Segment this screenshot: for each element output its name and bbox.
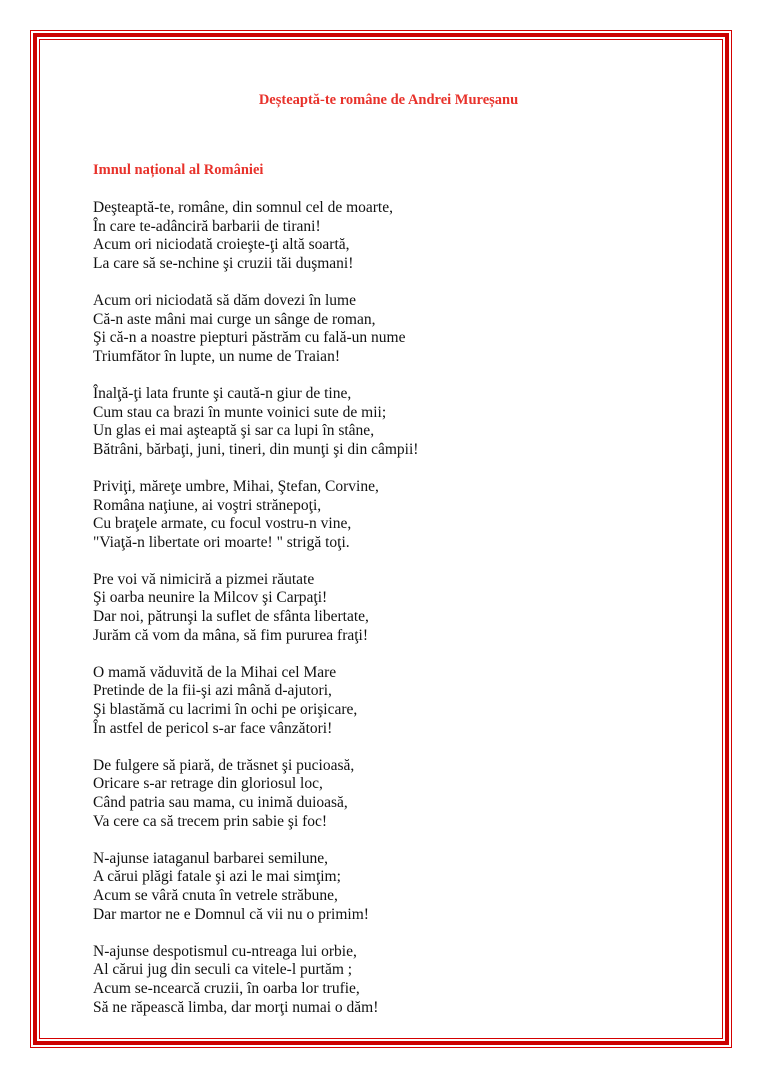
stanza (93, 943, 418, 1017)
stanza (93, 571, 418, 645)
poem-line: Că-n aste mâni mai curge un sânge de roman, (93, 310, 376, 328)
poem-line: Acum se-ncearcă cruzii, în oarba lor trufie, (93, 979, 360, 997)
stanza (93, 757, 418, 831)
poem-line: Să ne răpească limba, dar morţi numai o dăm! (93, 998, 379, 1016)
poem-line: Priviţi, măreţe umbre, Mihai, Ştefan, Corvine, (93, 477, 379, 495)
stanza (93, 385, 418, 459)
poem-line: Româna naţiune, ai voştri strănepoţi, (93, 496, 322, 514)
poem-line: De fulgere să piară, de trăsnet şi pucioasă, (93, 756, 355, 774)
poem-line: Triumfător în lupte, un nume de Traian! (93, 347, 340, 365)
poem-line: Un glas ei mai aşteaptă şi sar ca lupi în stâne, (93, 422, 375, 440)
poem-line: Înalţă-ţi lata frunte şi caută-n giur de tine, (93, 384, 352, 402)
stanza (93, 292, 418, 366)
poem-line: La care să se-nchine şi cruzii tăi duşmani! (93, 254, 354, 272)
poem-line: Când patria sau mama, cu inimă duioasă, (93, 794, 348, 811)
poem-line: Dar noi, pătrunşi la suflet de sfânta libertate, (93, 608, 369, 626)
poem-line: Al cărui jug din seculi ca vitele-l purtăm ; (93, 961, 353, 979)
poem-line: N-ajunse iataganul barbarei semilune, (93, 849, 328, 867)
poem-line: "Viaţă-n libertate ori moarte! " strigă toţi. (93, 533, 350, 551)
poem-line: Jurăm că vom da mâna, să fim pururea fraţi! (93, 626, 369, 644)
poem-line: Bătrâni, bărbaţi, juni, tineri, din munţi şi din câmpii! (93, 440, 419, 458)
poem-line: Cu braţele armate, cu focul vostru-n vine, (93, 515, 352, 533)
poem-line: Oricare s-ar retrage din gloriosul loc, (93, 775, 323, 793)
poem-line: Acum se vâră cnuta în vetrele străbune, (93, 886, 338, 904)
poem-line: În astfel de pericol s-ar face vânzători! (93, 719, 333, 737)
poem-line: Pretinde de la fii-şi azi mână d-ajutori, (93, 682, 332, 700)
poem-line: A cărui plăgi fatale şi azi le mai simţim; (93, 868, 341, 886)
document-title: Deșteaptă-te române de Andrei Mureșanu (258, 92, 519, 108)
poem-line: Va cere ca să trecem prin sabie şi foc! (93, 812, 328, 830)
poem-line: Acum ori niciodată croieşte-ţi altă soartă, (93, 236, 350, 254)
poem-line: Şi oarba neunire la Milcov şi Carpaţi! (93, 589, 328, 607)
poem-line: Dar martor ne e Domnul că vii nu o primim! (93, 905, 369, 923)
poem-line: Şi că-n a noastre piepturi păstrăm cu fală-un nume (93, 329, 406, 347)
poem-line: O mamă văduvită de la Mihai cel Mare (93, 663, 337, 681)
poem-line: N-ajunse despotismul cu-ntreaga lui orbie, (93, 942, 357, 960)
stanza (93, 478, 418, 552)
poem-line: Pre voi vă nimiciră a pizmei răutate (93, 570, 315, 588)
stanza (93, 850, 418, 924)
poem-line: Deşteaptă-te, române, din somnul cel de moarte, (93, 199, 393, 216)
stanza (93, 664, 418, 738)
poem-body (93, 199, 418, 1036)
poem-line: Şi blastămă cu lacrimi în ochi pe orişicare, (93, 701, 358, 719)
document-subtitle: Imnul național al României (93, 162, 264, 178)
poem-line: Cum stau ca brazi în munte voinici sute de mii; (93, 403, 387, 421)
poem-line: Acum ori niciodată să dăm dovezi în lume (93, 291, 356, 309)
stanza (93, 199, 418, 273)
poem-line: În care te-adânciră barbarii de tirani! (93, 217, 321, 235)
